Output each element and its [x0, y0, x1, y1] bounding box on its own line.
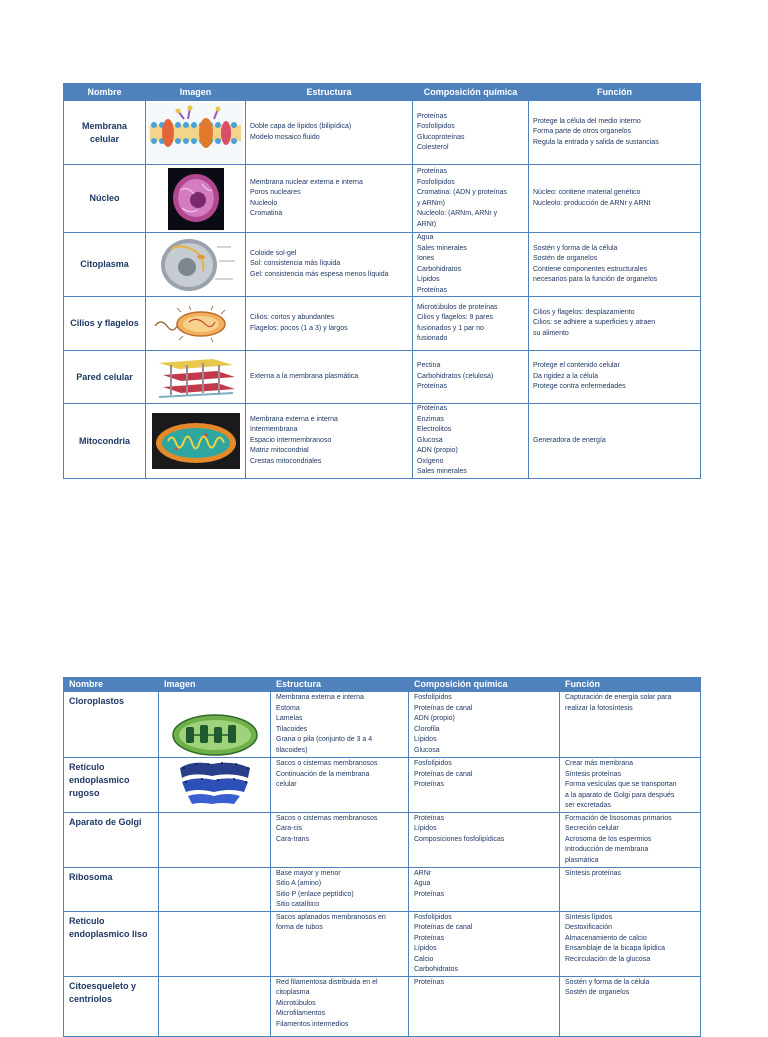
- table-row: [64, 297, 701, 351]
- row-composicion: Fosfolípidos Proteínas de canal ADN (propio) Clorofila Lípidos Glucosa: [409, 692, 560, 758]
- header-nombre: Nombre: [64, 84, 146, 101]
- row-estructura: Red filamentosa distribuida en el citoplasma Microtúbulos Microfilamentos Filamentos intermedios: [271, 976, 409, 1036]
- row-name: Citoesqueleto y centriolos: [64, 976, 159, 1036]
- row-estructura: Externa a la membrana plasmática: [246, 351, 413, 404]
- row-funcion: Generadora de energía: [529, 404, 701, 479]
- table-header-row: [64, 84, 701, 101]
- table-row: [64, 911, 701, 976]
- header-imagen: Imagen: [146, 84, 246, 101]
- row-estructura: Cilios: cortos y abundantes Flagelos: pocos (1 a 3) y largos: [246, 297, 413, 351]
- row-funcion: Crear más membrana Síntesis proteínas Forma vesículas que se transportan a la aparato de Golgi para después ser excretadas: [560, 758, 701, 813]
- row-name: Retículo endoplasmico rugoso: [64, 758, 159, 813]
- row-composicion: Proteínas Enzimas Electrolitos Glucosa ADN (propio) Oxígeno Sales minerales: [413, 404, 529, 479]
- row-funcion: Sostén y forma de la célula Sostén de organelos: [560, 976, 701, 1036]
- rough-er-image: [159, 758, 271, 813]
- image-cell-empty: [159, 976, 271, 1036]
- row-name: Núcleo: [64, 165, 146, 233]
- row-estructura: Sacos o cisternas membranosos Cara-cis Cara-trans: [271, 812, 409, 867]
- row-composicion: Proteínas Fosfolípidos Cromatina: (ADN y proteínas y ARNm) Nucleolo: (ARNm, ARNr y ARNt): [413, 165, 529, 233]
- row-funcion: Cilios y flagelos: desplazamiento Cilios: se adhiere a superficies y atraen su alimento: [529, 297, 701, 351]
- chloroplast-image: [159, 692, 271, 758]
- header-imagen: Imagen: [159, 678, 271, 692]
- row-composicion: Proteínas Fosfolípidos Glucoproteínas Colesterol: [413, 101, 529, 165]
- row-composicion: Proteínas Lípidos Composiciones fosfolipídicas: [409, 812, 560, 867]
- row-estructura: Sacos o cisternas membranosos Continuación de la membrana celular: [271, 758, 409, 813]
- header-estructura: Estructura: [246, 84, 413, 101]
- row-funcion: Síntesis lípidos Destoxificación Almacenamiento de calcio Ensamblaje de la bicapa lipídica Recirculación de la glucosa: [560, 911, 701, 976]
- row-name: Cilios y flagelos: [64, 297, 146, 351]
- header-composicion: Composición química: [413, 84, 529, 101]
- header-estructura: Estructura: [271, 678, 409, 692]
- flagella-image: [146, 297, 246, 351]
- row-composicion: Pectina Carbohidratos (celulosa) Proteínas: [413, 351, 529, 404]
- table-row: [64, 758, 701, 813]
- header-funcion: Función: [560, 678, 701, 692]
- table-header-row: [64, 678, 701, 692]
- row-name: Cloroplastos: [64, 692, 159, 758]
- row-name: Retículo endoplasmico liso: [64, 911, 159, 976]
- image-cell-empty: [159, 911, 271, 976]
- table-row: [64, 867, 701, 911]
- membrane-image: [146, 101, 246, 165]
- row-composicion: Proteínas: [409, 976, 560, 1036]
- table-row: [64, 976, 701, 1036]
- table-row: [64, 233, 701, 297]
- table-row: [64, 351, 701, 404]
- row-funcion: Núcleo: contiene material genético Nucleolo: producción de ARNr y ARNt: [529, 165, 701, 233]
- cytoplasm-image: [146, 233, 246, 297]
- row-composicion: Fosfolípidos Proteínas de canal Proteínas Lípidos Calcio Carbohidratos: [409, 911, 560, 976]
- header-composicion: Composición química: [409, 678, 560, 692]
- row-funcion: Formación de lisosomas primarios Secreción celular Acrosoma de los espermios Introducción de membrana plasmática: [560, 812, 701, 867]
- row-estructura: Base mayor y menor Sitio A (amino) Sitio P (enlace peptídico) Sitio catalítico: [271, 867, 409, 911]
- image-cell-empty: [159, 812, 271, 867]
- table-row: [64, 692, 701, 758]
- row-name: Membrana celular: [64, 101, 146, 165]
- row-funcion: Protege la célula del medio interno Forma parte de otros organelos Regula la entrada y salida de sustancias: [529, 101, 701, 165]
- row-estructura: Doble capa de lípidos (bilipídica) Modelo mosaico fluido: [246, 101, 413, 165]
- table-row: [64, 812, 701, 867]
- row-estructura: Coloide sol-gel Sol: consistencia más líquida Gel: consistencia más espesa menos líquida: [246, 233, 413, 297]
- table-row: [64, 404, 701, 479]
- row-funcion: Síntesis proteínas: [560, 867, 701, 911]
- table-row: [64, 165, 701, 233]
- cell-wall-image: [146, 351, 246, 404]
- mitochondria-image: [146, 404, 246, 479]
- row-funcion: Sostén y forma de la célula Sostén de organelos Contiene componentes estructurales necesarios para la función de organelos: [529, 233, 701, 297]
- row-funcion: Capturación de energía solar para realizar la fotosíntesis: [560, 692, 701, 758]
- row-funcion: Protege el contenido celular Da rigidez a la célula Protege contra enfermedades: [529, 351, 701, 404]
- row-composicion: Agua Sales minerales Iones Carbohidratos Lípidos Proteínas: [413, 233, 529, 297]
- row-estructura: Membrana externa e interna Estoma Lamelas Tilacoides Grana o pila (conjunto de 3 a 4 tilacoides): [271, 692, 409, 758]
- row-name: Aparato de Golgi: [64, 812, 159, 867]
- row-name: Citoplasma: [64, 233, 146, 297]
- row-composicion: Fosfolípidos Proteínas de canal Proteínas: [409, 758, 560, 813]
- row-name: Mitocondria: [64, 404, 146, 479]
- nucleus-image: [146, 165, 246, 233]
- row-estructura: Membrana externa e interna Intermembrana Espacio intermembranoso Matriz mitocondrial Crestas mitocondriales: [246, 404, 413, 479]
- row-composicion: ARNr Agua Proteínas: [409, 867, 560, 911]
- header-nombre: Nombre: [64, 678, 159, 692]
- row-estructura: Sacos aplanados membranosos en forma de tubos: [271, 911, 409, 976]
- row-name: Pared celular: [64, 351, 146, 404]
- image-cell-empty: [159, 867, 271, 911]
- row-estructura: Membrana nuclear externa e interna Poros nucleares Nucleolo Cromatina: [246, 165, 413, 233]
- row-composicion: Microtúbulos de proteínas Cilios y flagelos: 9 pares fusionados y 1 par no fusionado: [413, 297, 529, 351]
- table-row: [64, 101, 701, 165]
- header-funcion: Función: [529, 84, 701, 101]
- organelles-table-2: [63, 677, 701, 1037]
- organelles-table-1: [63, 83, 701, 479]
- row-name: Ribosoma: [64, 867, 159, 911]
